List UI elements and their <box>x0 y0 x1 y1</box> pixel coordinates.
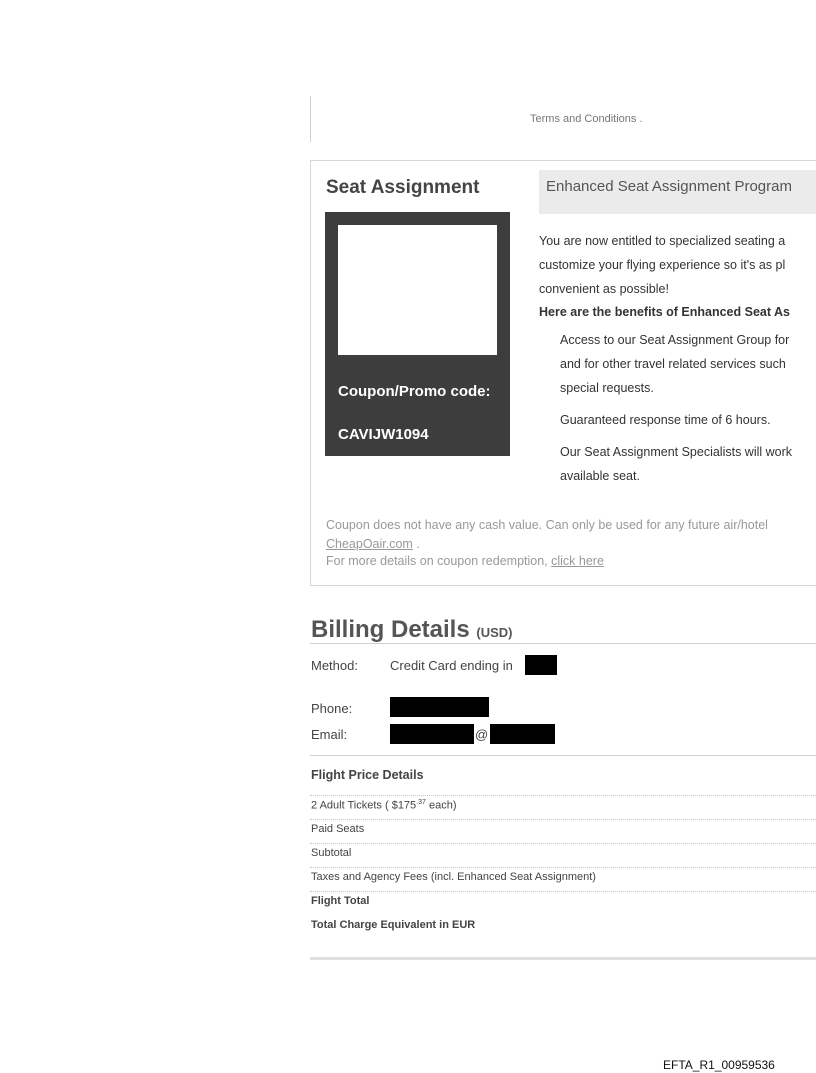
benefit-line: Access to our Seat Assignment Group for <box>560 333 790 347</box>
card-number-redaction <box>525 655 557 675</box>
row-divider <box>310 819 816 820</box>
adult-tickets-row <box>311 799 456 812</box>
benefit-line: and for other travel related services such <box>560 357 786 371</box>
billing-title-text: Billing Details <box>311 616 470 643</box>
billing-currency: (USD) <box>476 625 513 640</box>
taxes-fees-row: Taxes and Agency Fees (incl. Enhanced Seat Assignment) <box>311 871 596 883</box>
program-title: Enhanced Seat Assignment Program <box>546 178 792 195</box>
row-divider <box>310 867 816 868</box>
email-at-sign: @ <box>475 727 489 742</box>
coupon-note-line: Coupon does not have any cash value. Can only be used for any future air/hotel <box>326 518 768 532</box>
row-divider <box>310 795 816 796</box>
phone-redaction <box>390 697 489 717</box>
benefits-heading: Here are the benefits of Enhanced Seat As <box>539 305 791 319</box>
phone-label: Phone: <box>311 701 353 716</box>
program-intro-line: convenient as possible! <box>539 282 669 296</box>
total-eur-row: Total Charge Equivalent in EUR <box>311 919 476 931</box>
bottom-divider <box>310 957 816 960</box>
document-id: EFTA_R1_00959536 <box>663 1058 775 1072</box>
coupon-image <box>338 225 497 355</box>
method-value: Credit Card ending in <box>390 658 513 673</box>
benefit-line: available seat. <box>560 469 640 483</box>
billing-details-title <box>311 616 512 644</box>
terms-and-conditions-link[interactable]: Terms and Conditions . <box>530 113 643 125</box>
click-here-link[interactable]: click here <box>551 554 604 568</box>
coupon-label: Coupon/Promo code: <box>338 383 491 400</box>
flight-total-row: Flight Total <box>311 895 370 907</box>
tickets-cents: .37 <box>416 799 426 806</box>
method-label: Method: <box>311 658 358 673</box>
subtotal-row: Subtotal <box>311 847 352 859</box>
redemption-prefix: For more details on coupon redemption, <box>326 554 552 568</box>
row-divider <box>310 843 816 844</box>
coupon-code: CAVIJW1094 <box>338 426 429 443</box>
program-intro-line: You are now entitled to specialized seating a <box>539 234 786 248</box>
top-divider <box>310 96 311 142</box>
email-domain-redaction <box>490 724 555 744</box>
email-label: Email: <box>311 727 348 742</box>
billing-bottom-divider <box>310 755 816 756</box>
email-user-redaction <box>390 724 474 744</box>
billing-divider <box>310 643 816 644</box>
benefit-line: special requests. <box>560 381 654 395</box>
seat-assignment-title: Seat Assignment <box>326 177 480 198</box>
cheapoair-link[interactable]: CheapOair.com <box>326 537 413 551</box>
coupon-note-site <box>326 537 420 551</box>
flight-price-details-title: Flight Price Details <box>311 768 424 782</box>
paid-seats-row: Paid Seats <box>311 823 365 835</box>
benefit-line: Guaranteed response time of 6 hours. <box>560 413 771 427</box>
program-intro-line: customize your flying experience so it's as pl <box>539 258 786 272</box>
row-divider <box>310 891 816 892</box>
tickets-suffix: each) <box>425 799 457 812</box>
benefit-line: Our Seat Assignment Specialists will work <box>560 445 793 459</box>
tickets-prefix: 2 Adult Tickets ( $175 <box>311 799 417 812</box>
site-suffix: . <box>412 537 420 551</box>
coupon-redemption-line <box>326 554 604 568</box>
